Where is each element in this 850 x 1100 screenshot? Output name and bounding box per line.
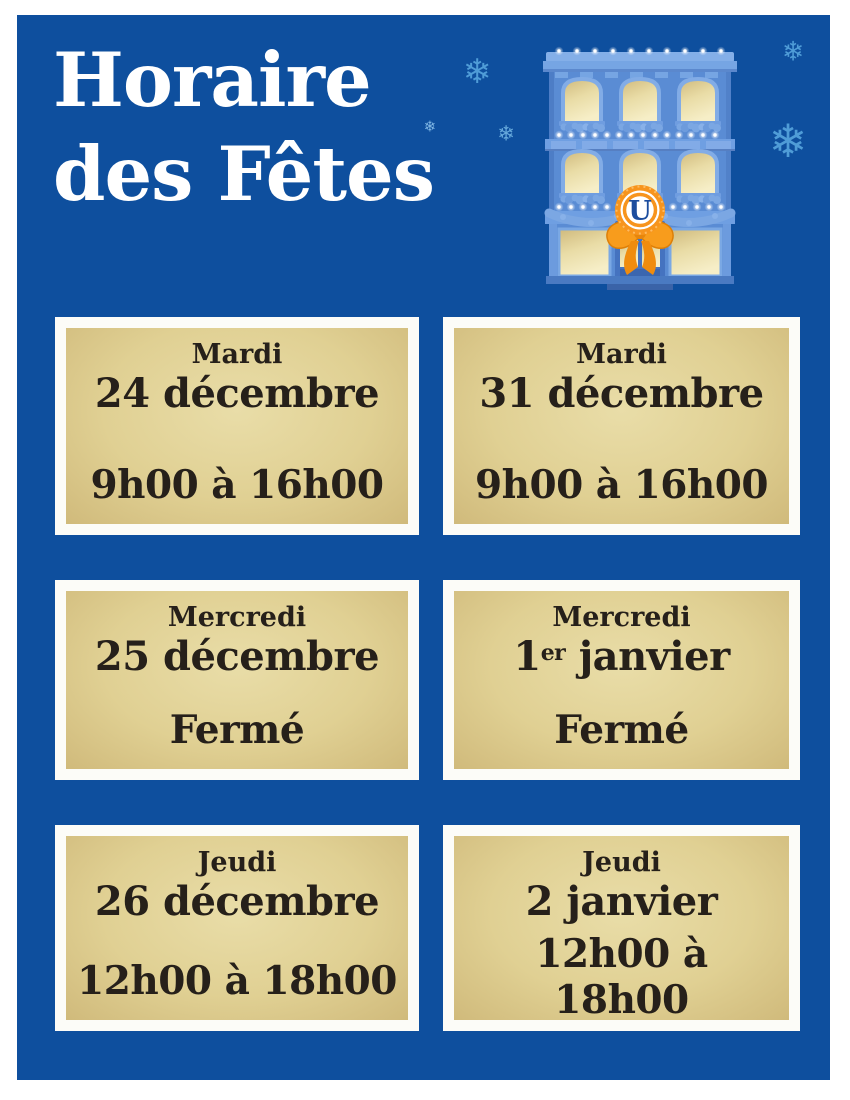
card-day-label: Mercredi — [167, 602, 307, 633]
card-day-label: Jeudi — [197, 847, 277, 878]
card-hours-label: 9h00 à 16h00 — [474, 462, 769, 508]
store-logo-letter: U — [628, 196, 652, 227]
card-day-label: Mardi — [191, 339, 283, 370]
card-hours-label: Fermé — [169, 707, 305, 753]
card-hours-label: 12h00 à 18h00 — [77, 958, 397, 1004]
card-day-label: Mardi — [576, 339, 667, 370]
card-date-label: 25 décembre — [94, 633, 380, 680]
blue-panel — [17, 15, 830, 1080]
card-date-label: 1er janvier — [513, 633, 730, 680]
store-building-illustration — [543, 43, 737, 290]
schedule-card-jan2 — [443, 825, 800, 1031]
card-day-label: Mercredi — [552, 602, 691, 633]
storefront-window-right — [670, 229, 721, 276]
schedule-grid — [55, 317, 800, 1031]
store-logo-badge — [615, 185, 665, 235]
card-hours-label: 12h00 à 18h00 — [535, 931, 708, 1023]
card-hours-label: Fermé — [554, 707, 689, 753]
card-hours-label: 9h00 à 16h00 — [90, 462, 384, 508]
card-date-label: 26 décembre — [94, 878, 380, 925]
schedule-card-jan1 — [443, 580, 800, 780]
schedule-card-dec24 — [55, 317, 419, 535]
schedule-card-dec26 — [55, 825, 419, 1031]
snowflake-icon: ❄ — [768, 114, 808, 168]
snowflake-icon: ❄ — [423, 117, 437, 136]
snowflake-icon: ❄ — [781, 36, 805, 68]
storefront-window-left — [559, 229, 610, 276]
title-line-1: Horaire — [53, 36, 371, 124]
card-day-label: Jeudi — [582, 847, 661, 878]
title-line-2: des Fêtes — [53, 130, 434, 218]
card-date-label: 24 décembre — [94, 370, 380, 417]
card-date-label: 31 décembre — [479, 370, 764, 417]
store-top-floor — [545, 79, 735, 151]
schedule-card-dec31 — [443, 317, 800, 535]
snowflake-icon: ❄ — [497, 121, 515, 146]
card-date-label: 2 janvier — [525, 878, 718, 925]
page-title — [53, 33, 434, 221]
schedule-card-dec25 — [55, 580, 419, 780]
snowflake-icon: ❄ — [462, 52, 492, 92]
